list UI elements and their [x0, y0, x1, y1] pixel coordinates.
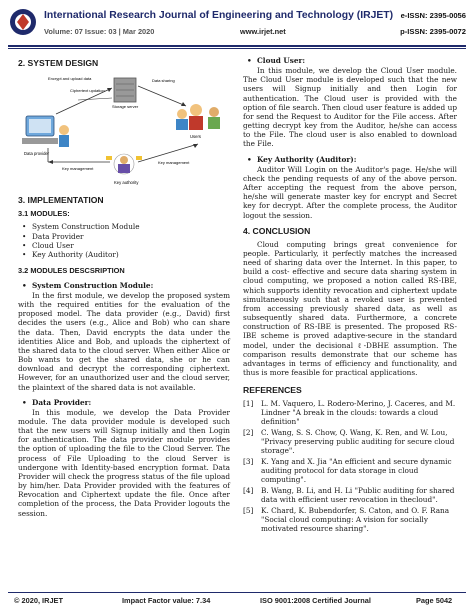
reference-number: [2]	[243, 428, 254, 438]
diagram-label-key-mgmt-right: Key management	[158, 160, 190, 166]
users-icon	[176, 104, 220, 130]
reference-text: B. Wang, B. Li, and H. Li "Public auditing for shared data with efficient user revocation in thecloud".	[261, 486, 455, 505]
reference-text: K. Yang and X. Jia "An efficient and secure dynamic auditing protocol for data storage in cloud computing".	[261, 457, 452, 485]
modules-list	[18, 222, 230, 259]
system-design-heading: 2. SYSTEM DESIGN	[18, 58, 99, 68]
list-item: • Cloud User	[18, 241, 230, 250]
data-provider-title: • Data Provider:	[18, 398, 230, 407]
footer-copyright: © 2020, IRJET	[14, 596, 63, 605]
diagram-label-owner: Data provider	[24, 151, 50, 157]
diagram-label-data-sharing: Data sharing	[152, 78, 175, 84]
irjet-logo-icon	[8, 6, 38, 38]
references-heading: REFERENCES	[243, 385, 302, 396]
list-item: • Key Authority (Auditor)	[18, 250, 230, 259]
list-item: • System Construction Module	[18, 222, 230, 231]
journal-title: International Research Journal of Engineering and Technology (IRJET)	[44, 10, 394, 21]
reference-text: K. Chard, K. Bubendorfer, S. Caton, and O. F. Rana "Social cloud computing: A vision for socially motivated resource sharing".	[261, 506, 450, 534]
key-authority-icon	[106, 154, 142, 174]
header-rule	[8, 45, 466, 47]
storage-server-icon	[114, 78, 136, 102]
diagram-label-key-mgmt-left: Key management	[62, 166, 94, 172]
system-construction-title: • System Construction Module:	[18, 281, 230, 290]
reference-item	[243, 399, 457, 426]
reference-text: C. Wang, S. S. Chow, Q. Wang, K. Ren, and W. Lou, "Privacy preserving public auditing for secure cloud storage".	[261, 428, 455, 456]
p-issn: p-ISSN: 2395-0072	[400, 27, 466, 36]
footer-page-number: Page 5042	[416, 596, 453, 605]
cloud-user-text: In this module, we develop the Cloud User module. The Cloud User module is developed such that the new users will Signup initially and then Login for authentication. The Cloud user is provided with the option of file search. Then cloud user feature is added up for send the Request to Auditor for the File access. After getting decrypt key from the Auditor, he/she can access to the File. The cloud user is also enabled to download the File.	[243, 66, 457, 149]
conclusion-text: Cloud computing brings great convenience for people. Particularly, it perfectly matches the increased need of sharing data over the Internet. In this paper, to build a cost- effective and secure data sharing system in cloud computing, we proposed a notion called RS-IBE, which supports identity revocation and ciphertext update simultaneously such that a revoked user is prevented from accessing previously shared data, as well as subsequently shared data. Furthermore, a concrete construction of RS-IBE is presented. The proposed RS-IBE scheme is proved adaptive-secure in the standard model, under the decisional ℓ-DBHE assumption. The comparison results demonstrate that our scheme has advantages in terms of efficiency and functionality, and thus is more feasible for practical applications.	[243, 239, 457, 377]
cloud-user-title: • Cloud User:	[243, 56, 457, 65]
implementation-heading: 3. IMPLEMENTATION	[18, 195, 104, 206]
website-link[interactable]: www.irjet.net	[240, 27, 286, 36]
references-list	[243, 399, 457, 533]
reference-number: [3]	[243, 457, 254, 467]
modules-description-heading: 3.2 MODULES DESCSRIPTION	[18, 265, 125, 275]
diagram-label-users: Users	[190, 134, 201, 140]
footer-iso: ISO 9001:2008 Certified Journal	[260, 596, 371, 605]
page-header	[8, 6, 466, 44]
diagram-label-encrypt: Encrypt and upload data	[48, 76, 92, 82]
footer-rule	[8, 592, 466, 593]
reference-item	[243, 457, 457, 484]
system-architecture-diagram	[18, 72, 230, 190]
modules-heading: 3.1 MODULES:	[18, 209, 70, 219]
reference-item	[243, 486, 457, 504]
volume-info: Volume: 07 Issue: 03 | Mar 2020	[44, 27, 155, 36]
data-provider-text: In this module, we develop the Data Provider module. The data provider module is developed such that the new users will Signup initially and then Login for authentication. The data provider module provides the option of uploading the file to the Cloud Server. The process of File Uploading to the cloud Server is undergone with Identity-based encryption format. Data Provider will check the progress status of the file upload by him/her. Data Provider provided with the features of Revocation and Ciphertext update the file. Once after completion of the process, the Data Provider logouts the session.	[18, 407, 230, 518]
reference-number: [1]	[243, 399, 254, 409]
right-column	[243, 56, 457, 535]
e-issn: e-ISSN: 2395-0056	[400, 11, 466, 20]
diagram-label-key-authority: Key authority	[114, 180, 139, 186]
reference-number: [4]	[243, 486, 254, 496]
reference-item	[243, 428, 457, 455]
reference-text: L. M. Vaquero, L. Rodero-Merino, J. Caceres, and M. Lindner "A break in the clouds: towards a cloud definition"	[261, 399, 456, 427]
key-authority-title: • Key Authority (Auditor):	[243, 155, 457, 164]
conclusion-heading: 4. CONCLUSION	[243, 225, 311, 236]
reference-number: [5]	[243, 506, 254, 516]
left-column	[18, 56, 230, 518]
diagram-label-ciphertext: Ciphertext updation	[70, 88, 105, 94]
list-item: • Data Provider	[18, 232, 230, 241]
system-construction-text: In the first module, we develop the proposed system with the required entities for the evaluation of the proposed model. The data provider (e.g., David) first decides the users (e.g., Alice and Bob) who can share the data. Then, David encrypts the data under the identities Alice and Bob, and uploads the ciphertext of the shared data to the cloud server. When either Alice or Bob wants to get the shared data, she or he can download and decrypt the corresponding ciphertext. However, for an unauthorized user and the cloud server, the plaintext of the shared data is not available.	[18, 290, 230, 392]
data-provider-icon	[22, 116, 69, 147]
diagram-label-storage: Storage server	[112, 104, 139, 110]
reference-item	[243, 506, 457, 533]
key-authority-text: Auditor Will Login on the Auditor's page. He/she will check the pending requests of any of the above person. After accepting the request from the above person, he/she will generate master key for encrypt and Secret key for decrypt. After the complete process, the Auditor logout the session.	[243, 164, 457, 220]
footer-impact-factor: Impact Factor value: 7.34	[122, 596, 211, 605]
header-rule-thin	[8, 48, 466, 49]
